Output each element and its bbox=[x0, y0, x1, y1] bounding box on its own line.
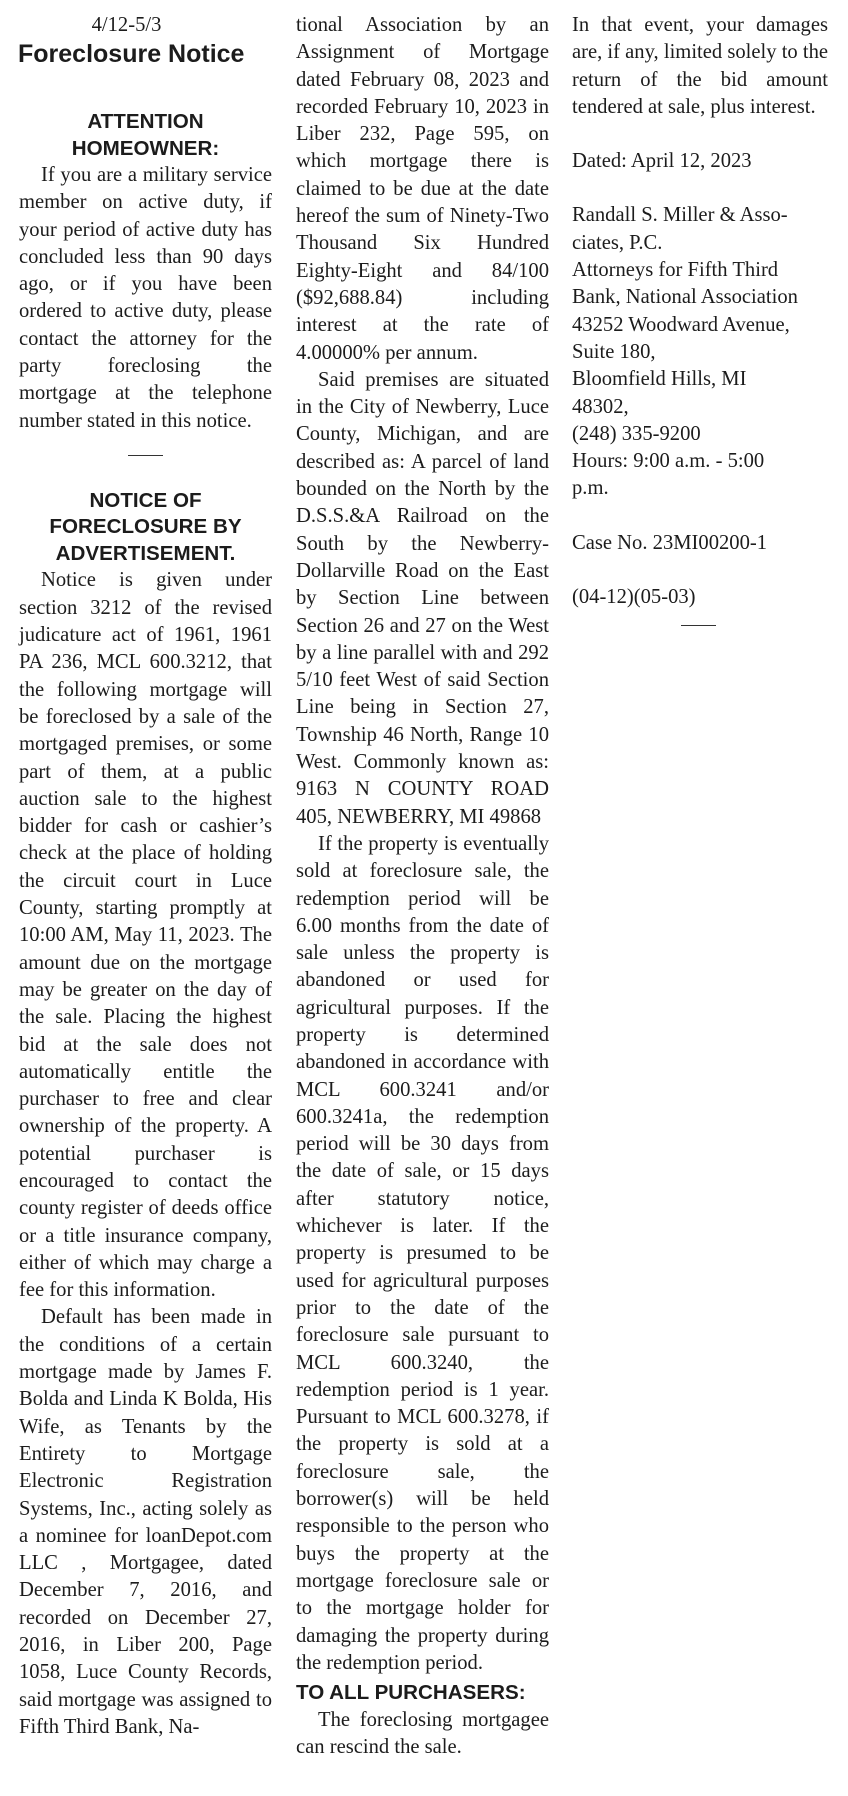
attention-heading bbox=[19, 109, 272, 162]
purchasers-body-continued: In that event, your damages are, if any, limited solely to the return of the bid amount tendered at sale, plus interest. bbox=[572, 14, 829, 118]
attorneys-line-2: Bank, National Association bbox=[572, 286, 798, 309]
office-hours-line-2: p.m. bbox=[572, 477, 609, 500]
notice-paragraph-1: Notice is given under section 3212 of the revised judicature act of 1961, 1961 PA 236, MCL 600.3212, that the following mortgage will be foreclosed by a sale of the mortgaged premises, or some part of them, at a public auction sale to the highest bidder for cash or cashier’s check at the place of holding the circuit court in Luce County, starting promptly at 10:00 AM, May 11, 2023. The amount due on the mortgage may be greater on the day of the sale. Placing the highest bid at the sale does not automatically entitle the purchaser to free and clear ownership of the property. A potential purchaser is encouraged to contact the county register of deeds office or a title insurance company, either of which may charge a fee for this information. bbox=[19, 569, 272, 1302]
attention-heading-line1: ATTENTION bbox=[87, 110, 204, 133]
notice-heading-line2: FORECLOSURE BY bbox=[49, 515, 242, 539]
law-firm-line-2: ciates, P.C. bbox=[572, 231, 663, 254]
address-line-4: 48302, bbox=[572, 395, 629, 418]
attention-heading-line2: HOMEOWNER: bbox=[71, 136, 220, 160]
phone-number: (248) 335-9200 bbox=[572, 422, 701, 445]
column-3 bbox=[572, 12, 828, 626]
notice-heading bbox=[19, 488, 272, 568]
column-1 bbox=[19, 12, 272, 1741]
address-line-1: 43252 Woodward Avenue, bbox=[572, 313, 790, 336]
column-2 bbox=[296, 12, 549, 1762]
end-divider bbox=[681, 625, 716, 626]
run-date-range: 4/12-5/3 bbox=[91, 14, 162, 36]
dated-line: Dated: April 12, 2023 bbox=[572, 150, 752, 173]
case-number: Case No. 23MI00200-1 bbox=[572, 531, 768, 554]
law-firm-line-1: Randall S. Miller & Asso- bbox=[572, 204, 788, 227]
purchasers-heading: TO ALL PURCHASERS: bbox=[296, 1681, 526, 1705]
publication-run-dates: (04-12)(05-03) bbox=[572, 586, 696, 609]
office-hours-line-1: Hours: 9:00 a.m. - 5:00 bbox=[572, 450, 765, 473]
notice-paragraph-3: Said premises are situated in the City of Newberry, Luce County, Michigan, and are described as: A parcel of land bounded on the North by the D.S.S.&A Railroad on the South by the Newberry-Dollarville Road on the East by Section Line between Section 26 and 27 on the West by a line parallel with and 292 5/10 feet West of said Section Line being in Section 27, Township 46 North, Range 10 West. Commonly known as: 9163 N COUNTY ROAD 405, NEWBERRY, MI 49868 bbox=[296, 368, 549, 828]
address-line-3: Bloomfield Hills, MI bbox=[572, 368, 747, 391]
notice-paragraph-4: If the property is eventually sold at foreclosure sale, the redemption period will be 6.00 months from the date of sale unless the property is abandoned or used for agricultural purposes. If the property is determined abandoned in accordance with MCL 600.3241 and/or 600.3241a, the redemption period will be 30 days from the date of sale, or 15 days after statutory notice, whichever is later. If the property is presumed to be used for agricultural purposes prior to the date of the foreclosure sale pursuant to MCL 600.3240, the redemption period is 1 year. Pursuant to MCL 600.3278, if the property is sold at a foreclosure sale, the borrower(s) will be held responsible to the person who buys the property at the mortgage foreclosure sale or to the mortgage holder for damaging the property during the redemption period. bbox=[296, 832, 549, 1674]
notice-heading-line1: NOTICE OF bbox=[89, 488, 202, 512]
attention-body: If you are a military service member on active duty, if your period of active duty has concluded less than 90 days ago, or if you have been ordered to active duty, please contact the attorney for the party foreclosing the mortgage at the telephone number stated in this notice. bbox=[19, 164, 272, 432]
address-line-2: Suite 180, bbox=[572, 340, 656, 363]
notice-title: Foreclosure Notice bbox=[18, 40, 245, 68]
notice-paragraph-2: Default has been made in the conditions of a certain mortgage made by James F. Bolda and Linda K Bolda, His Wife, as Tenants by the Entirety to Mortgage Electronic Registration Systems, Inc., acting solely as a nominee for loanDepot.com LLC , Mortgagee, dated December 7, 2016, and recorded on December 27, 2016, in Liber 200, Page 1058, Luce County Records, said mortgage was assigned to Fifth Third Bank, Na- bbox=[19, 1306, 272, 1738]
notice-heading-line3: ADVERTISEMENT. bbox=[55, 541, 236, 565]
attorneys-line-1: Attorneys for Fifth Third bbox=[572, 259, 779, 282]
notice-paragraph-2-continued: tional Association by an Assignment of Mortgage dated February 08, 2023 and recorded February 10, 2023 in Liber 232, Page 595, on which mortgage there is claimed to be due at the date hereof the sum of Ninety-Two Thousand Six Hundred Eighty-Eight and 84/100 ($92,688.84) including interest at the rate of 4.00000% per annum. bbox=[296, 14, 549, 364]
purchasers-body: The foreclosing mortgagee can rescind the sale. bbox=[296, 1709, 549, 1759]
